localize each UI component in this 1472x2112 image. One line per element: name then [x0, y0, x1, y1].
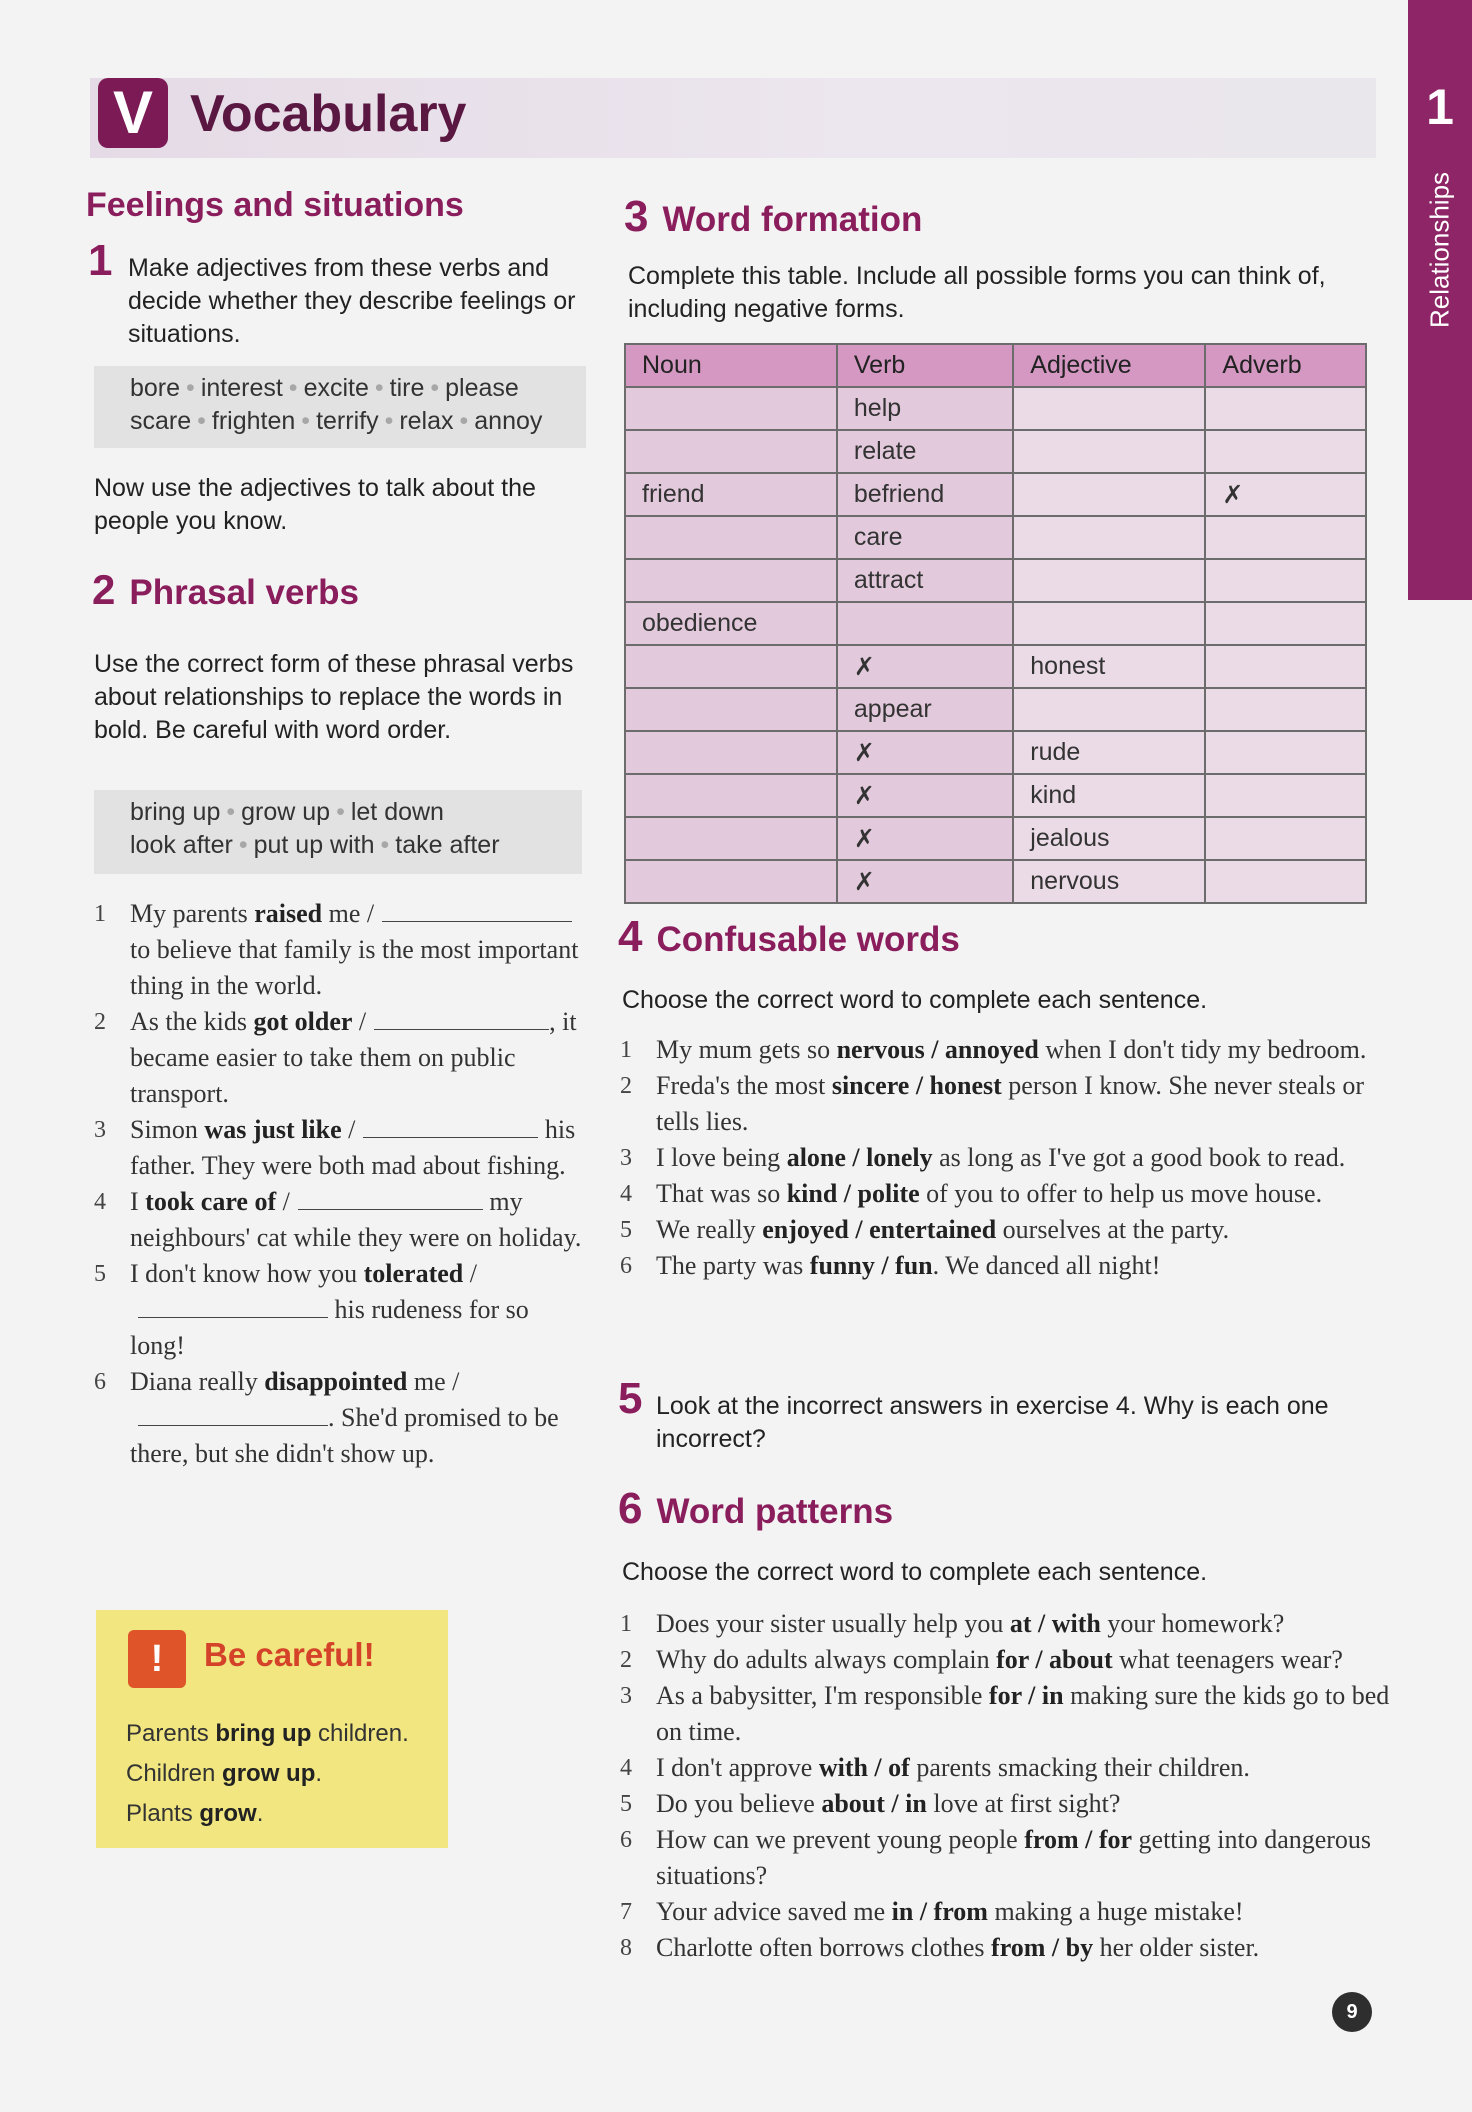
vocabulary-badge: V — [98, 78, 168, 148]
table-cell — [1013, 473, 1205, 516]
table-cell — [1013, 559, 1205, 602]
unit-number: 1 — [1426, 79, 1454, 135]
line-text: Children — [126, 1760, 223, 1787]
item-number: 2 — [94, 1009, 106, 1035]
line-text: Plants — [126, 1800, 200, 1827]
word-formation-title: Word formation — [662, 200, 923, 239]
exercise-item — [94, 896, 584, 1004]
item-number: 2 — [620, 1073, 632, 1099]
bullet-dot: • — [301, 407, 311, 435]
table-row — [625, 516, 1366, 559]
table-cell — [625, 387, 837, 430]
table-cell — [625, 516, 837, 559]
table-cell: care — [837, 516, 1013, 559]
exercise-item — [620, 1068, 1380, 1140]
table-cell: ✗ — [837, 731, 1013, 774]
exercise-item — [94, 1184, 584, 1256]
page-title: Vocabulary — [190, 85, 467, 143]
item-text: / — [276, 1187, 290, 1216]
exercise-item — [620, 1822, 1390, 1894]
item-text: Does your sister usually help you — [656, 1609, 1010, 1638]
item-text: what teenagers wear? — [1112, 1645, 1343, 1674]
bullet-dot: • — [226, 798, 236, 826]
item-number: 6 — [620, 1827, 632, 1853]
table-cell — [625, 645, 837, 688]
item-options: disappointed — [264, 1367, 408, 1396]
item-text: . We danced all night! — [932, 1251, 1161, 1280]
table-cell — [1205, 602, 1366, 645]
line-text: Parents — [126, 1720, 216, 1747]
item-options: was just like — [204, 1115, 342, 1144]
exercise-4-number: 4 — [618, 912, 643, 961]
item-text: Diana really — [130, 1367, 265, 1396]
table-cell: ✗ — [837, 645, 1013, 688]
item-text: Why do adults always complain — [656, 1645, 997, 1674]
item-text: I don't know how you — [130, 1259, 364, 1288]
table-row — [625, 430, 1366, 473]
item-text: as long as I've got a good book to read. — [932, 1143, 1346, 1172]
table-row — [625, 688, 1366, 731]
feelings-heading: Feelings and situations — [86, 186, 464, 224]
item-text: / — [341, 1115, 356, 1144]
item-number: 4 — [620, 1181, 632, 1207]
answer-blank — [138, 1424, 328, 1426]
item-options: funny / fun — [809, 1251, 933, 1280]
table-cell — [1205, 645, 1366, 688]
phrasal-verbs-list — [94, 896, 584, 1472]
item-text: when I don't tidy my bedroom. — [1038, 1035, 1367, 1064]
confusable-heading — [618, 912, 960, 962]
item-number: 5 — [620, 1791, 632, 1817]
item-text: his father. They were both mad about fishing. — [130, 1115, 576, 1180]
word-box-item: scare — [130, 407, 192, 435]
table-row — [625, 387, 1366, 430]
item-number: 5 — [94, 1261, 106, 1287]
page-header — [90, 78, 1376, 158]
item-text: Charlotte often borrows clothes — [656, 1933, 992, 1962]
word-box-item: bore — [130, 374, 181, 402]
exercise-item — [620, 1930, 1390, 1966]
item-options: from / by — [991, 1933, 1094, 1962]
bullet-dot: • — [197, 407, 206, 435]
word-box-item: tire — [389, 374, 425, 402]
item-text: , it became easier to take them on public transport. — [130, 1007, 577, 1108]
table-cell: jealous — [1013, 817, 1205, 860]
item-text: I don't approve — [656, 1753, 819, 1782]
table-body — [625, 387, 1366, 903]
item-text: That was so — [656, 1179, 787, 1208]
table-cell — [1205, 860, 1366, 903]
word-patterns-heading — [618, 1484, 893, 1534]
exercise-item — [94, 1004, 584, 1112]
table-cell — [1205, 731, 1366, 774]
item-text: . She'd promised to be there, but she didn't show up. — [130, 1403, 559, 1468]
exercise-1-number: 1 — [88, 236, 113, 285]
exercise-item — [620, 1786, 1390, 1822]
column-header: Verb — [837, 344, 1013, 387]
item-text: making sure the kids go to bed on time. — [656, 1681, 1390, 1746]
word-box-item: grow up — [241, 798, 331, 826]
exercise-item — [94, 1364, 584, 1472]
item-text: We really — [656, 1215, 763, 1244]
exercise-item — [620, 1140, 1380, 1176]
table-cell — [625, 860, 837, 903]
word-box-item: take after — [395, 831, 500, 859]
item-number: 6 — [620, 1253, 632, 1279]
item-options: nervous / annoyed — [836, 1035, 1039, 1064]
exercise-item — [94, 1112, 584, 1184]
page-number: 9 — [1332, 1992, 1372, 2032]
table-cell — [625, 817, 837, 860]
item-options: with / of — [818, 1753, 910, 1782]
item-options: tolerated — [363, 1259, 464, 1288]
item-options: enjoyed / entertained — [762, 1215, 997, 1244]
item-text: The party was — [656, 1251, 810, 1280]
table-cell: relate — [837, 430, 1013, 473]
item-text: my neighbours' cat while they were on holiday. — [130, 1187, 582, 1252]
table-cell — [625, 688, 837, 731]
item-text: Freda's the most — [656, 1071, 832, 1100]
line-text: children. — [311, 1720, 409, 1747]
word-box-item: bring up — [130, 798, 221, 826]
word-box-item: put up with — [253, 831, 375, 859]
item-options: raised — [254, 899, 323, 928]
line-text: . — [256, 1800, 264, 1827]
table-cell: ✗ — [837, 860, 1013, 903]
unit-name: Relationships — [1424, 171, 1455, 329]
table-row — [625, 731, 1366, 774]
be-careful-box — [96, 1610, 448, 1848]
exercise-5-number: 5 — [618, 1374, 643, 1423]
table-cell: nervous — [1013, 860, 1205, 903]
exercise-3-instruction: Complete this table. Include all possible forms you can think of, including negative forms. — [628, 262, 1326, 323]
word-box-item: relax — [399, 407, 454, 435]
exercise-item — [620, 1750, 1390, 1786]
item-text: parents smacking their children. — [909, 1753, 1250, 1782]
phrasal-verbs-title: Phrasal verbs — [129, 573, 359, 612]
item-text: me / — [322, 899, 375, 928]
word-row — [130, 372, 586, 405]
item-number: 1 — [94, 901, 106, 927]
table-cell — [1013, 688, 1205, 731]
item-text: Simon — [130, 1115, 205, 1144]
table-cell — [1205, 774, 1366, 817]
table-header-row — [625, 344, 1366, 387]
item-number: 3 — [620, 1145, 632, 1171]
word-box-item: let down — [350, 798, 444, 826]
item-number: 4 — [620, 1755, 632, 1781]
item-text: to believe that family is the most important thing in the world. — [130, 935, 579, 1000]
item-options: alone / lonely — [786, 1143, 933, 1172]
item-text: love at first sight? — [926, 1789, 1121, 1818]
item-options: in / from — [891, 1897, 988, 1926]
table-cell: attract — [837, 559, 1013, 602]
word-box-item: look after — [130, 831, 233, 859]
table-cell: help — [837, 387, 1013, 430]
table-cell — [837, 602, 1013, 645]
answer-blank — [298, 1208, 483, 1210]
item-options: at / with — [1009, 1609, 1101, 1638]
item-options: about / in — [821, 1789, 927, 1818]
table-cell — [625, 430, 837, 473]
table-cell — [1205, 817, 1366, 860]
item-text: As a babysitter, I'm responsible — [656, 1681, 989, 1710]
table-row — [625, 473, 1366, 516]
confusable-list — [620, 1032, 1380, 1284]
be-careful-title: Be careful! — [204, 1636, 375, 1673]
table-row — [625, 645, 1366, 688]
word-formation-table — [624, 343, 1367, 904]
line-text: . — [315, 1760, 323, 1787]
item-number: 1 — [620, 1037, 632, 1063]
table-cell — [1205, 430, 1366, 473]
item-text: I love being — [656, 1143, 787, 1172]
exercise-item — [620, 1642, 1390, 1678]
bullet-dot: • — [430, 374, 440, 402]
table-cell — [625, 731, 837, 774]
item-number: 7 — [620, 1899, 632, 1925]
answer-blank — [382, 920, 572, 922]
exercise-3-number: 3 — [624, 192, 649, 241]
line-bold: grow up — [222, 1760, 316, 1787]
word-box-item: interest — [200, 374, 283, 402]
table-cell — [1205, 688, 1366, 731]
exercise-1-instruction: Make adjectives from these verbs and decide whether they describe feelings or situations. — [128, 254, 576, 348]
table-cell: ✗ — [837, 774, 1013, 817]
table-row — [625, 559, 1366, 602]
unit-side-tab — [1408, 0, 1472, 600]
item-text: / — [463, 1259, 477, 1288]
word-box-item: frighten — [211, 407, 296, 435]
item-number: 6 — [94, 1369, 106, 1395]
column-header: Adjective — [1013, 344, 1205, 387]
item-number: 8 — [620, 1935, 632, 1961]
table-cell — [1205, 559, 1366, 602]
item-text: My mum gets so — [656, 1035, 837, 1064]
table-cell — [1205, 516, 1366, 559]
exercise-item — [620, 1678, 1390, 1750]
item-number: 2 — [620, 1647, 632, 1673]
table-cell: appear — [837, 688, 1013, 731]
word-formation-heading — [624, 192, 922, 242]
item-text: How can we prevent young people — [656, 1825, 1025, 1854]
exercise-item — [620, 1032, 1380, 1068]
table-cell: rude — [1013, 731, 1205, 774]
table-cell: obedience — [625, 602, 837, 645]
word-row — [130, 405, 586, 438]
answer-blank — [363, 1136, 538, 1138]
item-text: her older sister. — [1093, 1933, 1260, 1962]
bullet-dot: • — [374, 374, 384, 402]
item-text: making a huge mistake! — [987, 1897, 1244, 1926]
word-box-item: please — [445, 374, 519, 402]
item-number: 3 — [94, 1117, 106, 1143]
exercise-1-word-box — [94, 366, 586, 448]
table-cell — [1205, 387, 1366, 430]
exercise-2-number: 2 — [92, 566, 116, 613]
item-text: your homework? — [1100, 1609, 1285, 1638]
item-number: 1 — [620, 1611, 632, 1637]
exercise-2-word-box — [94, 790, 582, 874]
item-options: kind / polite — [786, 1179, 920, 1208]
item-text: his rudeness for so long! — [130, 1295, 529, 1360]
bullet-dot: • — [380, 831, 390, 859]
be-careful-line — [126, 1720, 409, 1748]
answer-blank — [138, 1316, 328, 1318]
table-cell: honest — [1013, 645, 1205, 688]
table-cell — [1013, 430, 1205, 473]
item-text: Your advice saved me — [656, 1897, 892, 1926]
table-row — [625, 774, 1366, 817]
table-cell: kind — [1013, 774, 1205, 817]
table-cell: befriend — [837, 473, 1013, 516]
answer-blank — [374, 1028, 549, 1030]
line-bold: bring up — [215, 1720, 312, 1747]
table-cell: ✗ — [1205, 473, 1366, 516]
item-text: My parents — [130, 899, 255, 928]
line-bold: grow — [199, 1800, 257, 1827]
table-cell — [1013, 387, 1205, 430]
item-number: 5 — [620, 1217, 632, 1243]
exclamation-icon: ! — [128, 1630, 186, 1688]
table-row — [625, 860, 1366, 903]
item-text: As the kids — [130, 1007, 254, 1036]
table-row — [625, 602, 1366, 645]
bullet-dot: • — [288, 374, 298, 402]
word-box-item: terrify — [316, 407, 379, 435]
item-number: 4 — [94, 1189, 106, 1215]
item-options: got older — [253, 1007, 353, 1036]
item-text: Do you believe — [656, 1789, 822, 1818]
confusable-title: Confusable words — [656, 920, 960, 959]
item-options: took care of — [145, 1187, 277, 1216]
word-row — [130, 796, 582, 829]
item-number: 3 — [620, 1683, 632, 1709]
item-text: / — [352, 1007, 367, 1036]
be-careful-line — [126, 1800, 263, 1828]
word-box-item: annoy — [474, 407, 543, 435]
item-text: ourselves at the party. — [996, 1215, 1230, 1244]
item-text: of you to offer to help us move house. — [919, 1179, 1323, 1208]
word-patterns-title: Word patterns — [656, 1492, 894, 1531]
exercise-6-instruction: Choose the correct word to complete each sentence. — [622, 1558, 1208, 1586]
bullet-dot: • — [186, 374, 195, 402]
bullet-dot: • — [336, 798, 345, 826]
table-row — [625, 817, 1366, 860]
item-text: I — [130, 1187, 146, 1216]
table-cell — [625, 559, 837, 602]
bullet-dot: • — [384, 407, 394, 435]
exercise-1-follow-up: Now use the adjectives to talk about the people you know. — [94, 474, 536, 535]
exercise-item — [620, 1176, 1380, 1212]
word-box-item: excite — [303, 374, 369, 402]
item-text: getting into dangerous situations? — [656, 1825, 1372, 1890]
bullet-dot: • — [459, 407, 469, 435]
table-cell — [1013, 516, 1205, 559]
item-options: from / for — [1024, 1825, 1133, 1854]
table-cell: ✗ — [837, 817, 1013, 860]
word-patterns-list — [620, 1606, 1390, 1966]
item-options: sincere / honest — [831, 1071, 1002, 1100]
exercise-item — [94, 1256, 584, 1364]
item-text: person I know. She never steals or tells lies. — [656, 1071, 1365, 1136]
phrasal-verbs-heading — [92, 566, 359, 614]
exercise-item — [620, 1606, 1390, 1642]
table-cell — [625, 774, 837, 817]
column-header: Adverb — [1205, 344, 1366, 387]
exercise-4-instruction: Choose the correct word to complete each sentence. — [622, 986, 1208, 1014]
exercise-item — [620, 1212, 1380, 1248]
item-text: me / — [407, 1367, 460, 1396]
exercise-5-instruction: Look at the incorrect answers in exercise 4. Why is each one incorrect? — [656, 1392, 1329, 1453]
table-cell: friend — [625, 473, 837, 516]
column-header: Noun — [625, 344, 837, 387]
table-cell — [1013, 602, 1205, 645]
item-options: for / about — [996, 1645, 1113, 1674]
exercise-6-number: 6 — [618, 1484, 643, 1533]
word-row — [130, 829, 582, 862]
exercise-item — [620, 1894, 1390, 1930]
item-options: for / in — [988, 1681, 1064, 1710]
be-careful-line — [126, 1760, 322, 1788]
exercise-item — [620, 1248, 1380, 1284]
exercise-2-instruction: Use the correct form of these phrasal verbs about relationships to replace the words in bold. Be careful with word order. — [94, 650, 574, 744]
bullet-dot: • — [238, 831, 248, 859]
